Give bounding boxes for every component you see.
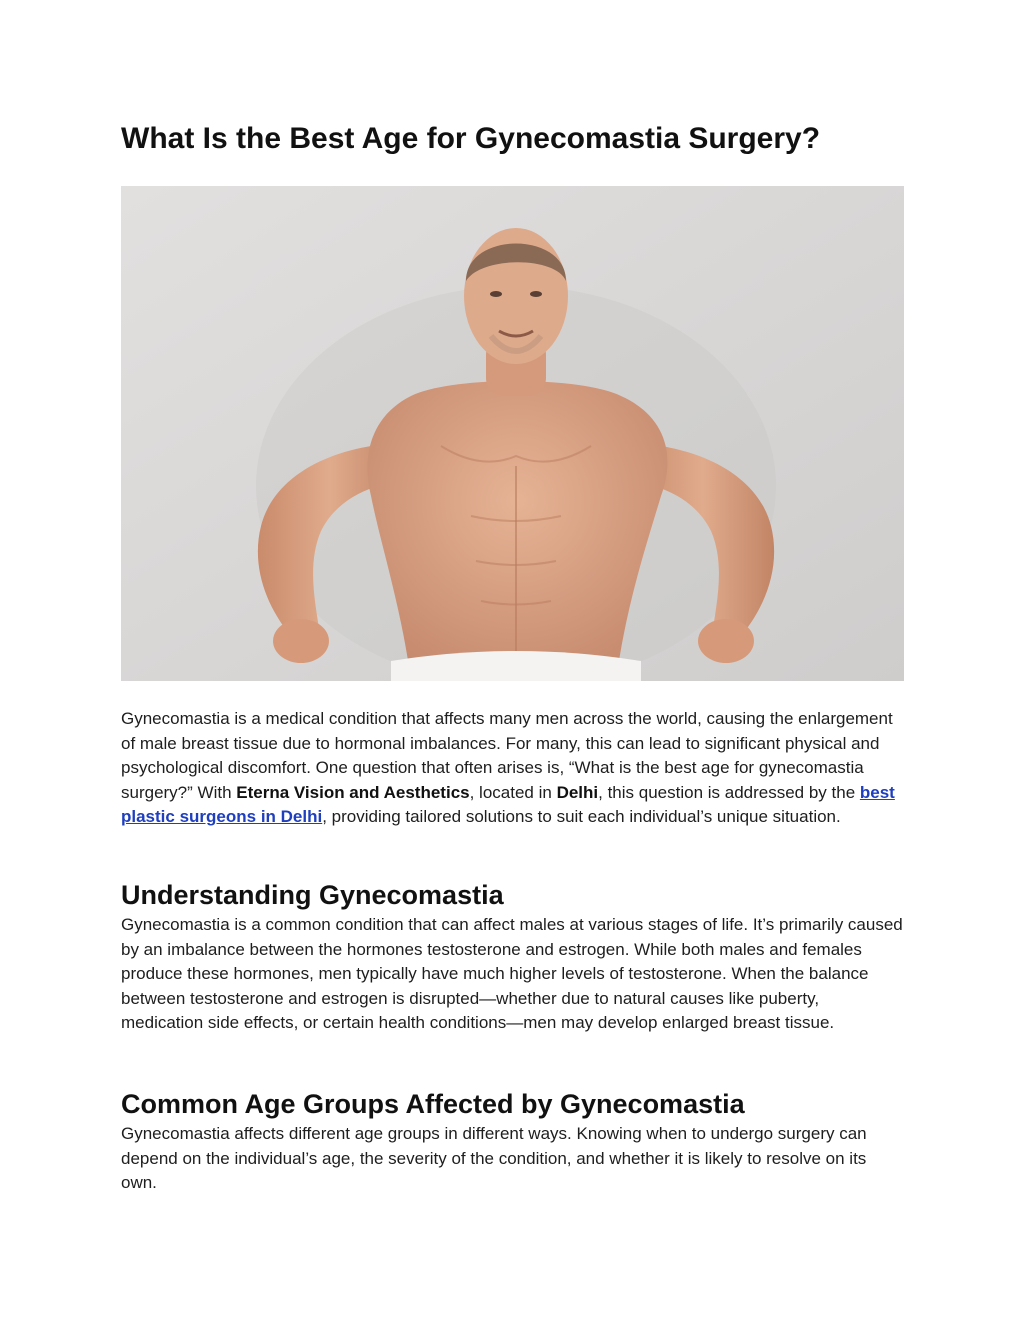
- intro-text-1: Gynecomastia is a medical condition that affects many men across the world, causing the enlargement of male breast tissue due to hormonal imbalances. For many, this can lead to significant physical and psychological discomfort. One question that often arises is, “What is the best age for gynecomastia surgery?” With: [121, 709, 893, 802]
- hero-image: [121, 186, 904, 681]
- intro-paragraph: [121, 707, 905, 830]
- shirtless-man-photo: [121, 186, 904, 681]
- intro-text-4: , providing tailored solutions to suit each individual’s unique situation.: [322, 807, 841, 827]
- article-title: What Is the Best Age for Gynecomastia Surgery?: [121, 122, 821, 155]
- section-understanding: [121, 880, 905, 1036]
- section-age-groups: [121, 1089, 905, 1196]
- brand-name: Eterna Vision and Aesthetics: [236, 782, 470, 802]
- section-heading: Common Age Groups Affected by Gynecomastia: [121, 1089, 745, 1119]
- section-body: Gynecomastia affects different age groups in different ways. Knowing when to undergo surgery can depend on the individual’s age, the severity of the condition, and whether it is likely to resolve on its own.: [121, 1124, 867, 1193]
- intro-text-3: , this question is addressed by the: [598, 782, 860, 802]
- surgeons-link[interactable]: best plastic surgeons in Delhi: [121, 782, 895, 827]
- section-heading: Understanding Gynecomastia: [121, 880, 504, 910]
- intro-text-2: , located in: [469, 782, 557, 802]
- section-body: Gynecomastia is a common condition that can affect males at various stages of life. It’s primarily caused by an imbalance between the hormones testosterone and estrogen. While both males and females produce these hormones, men typically have much higher levels of testosterone. When the balance between testosterone and estrogen is disrupted—whether due to natural causes like puberty, medication side effects, or certain health conditions—men may develop enlarged breast tissue.: [121, 915, 903, 1033]
- location-name: Delhi: [556, 782, 599, 802]
